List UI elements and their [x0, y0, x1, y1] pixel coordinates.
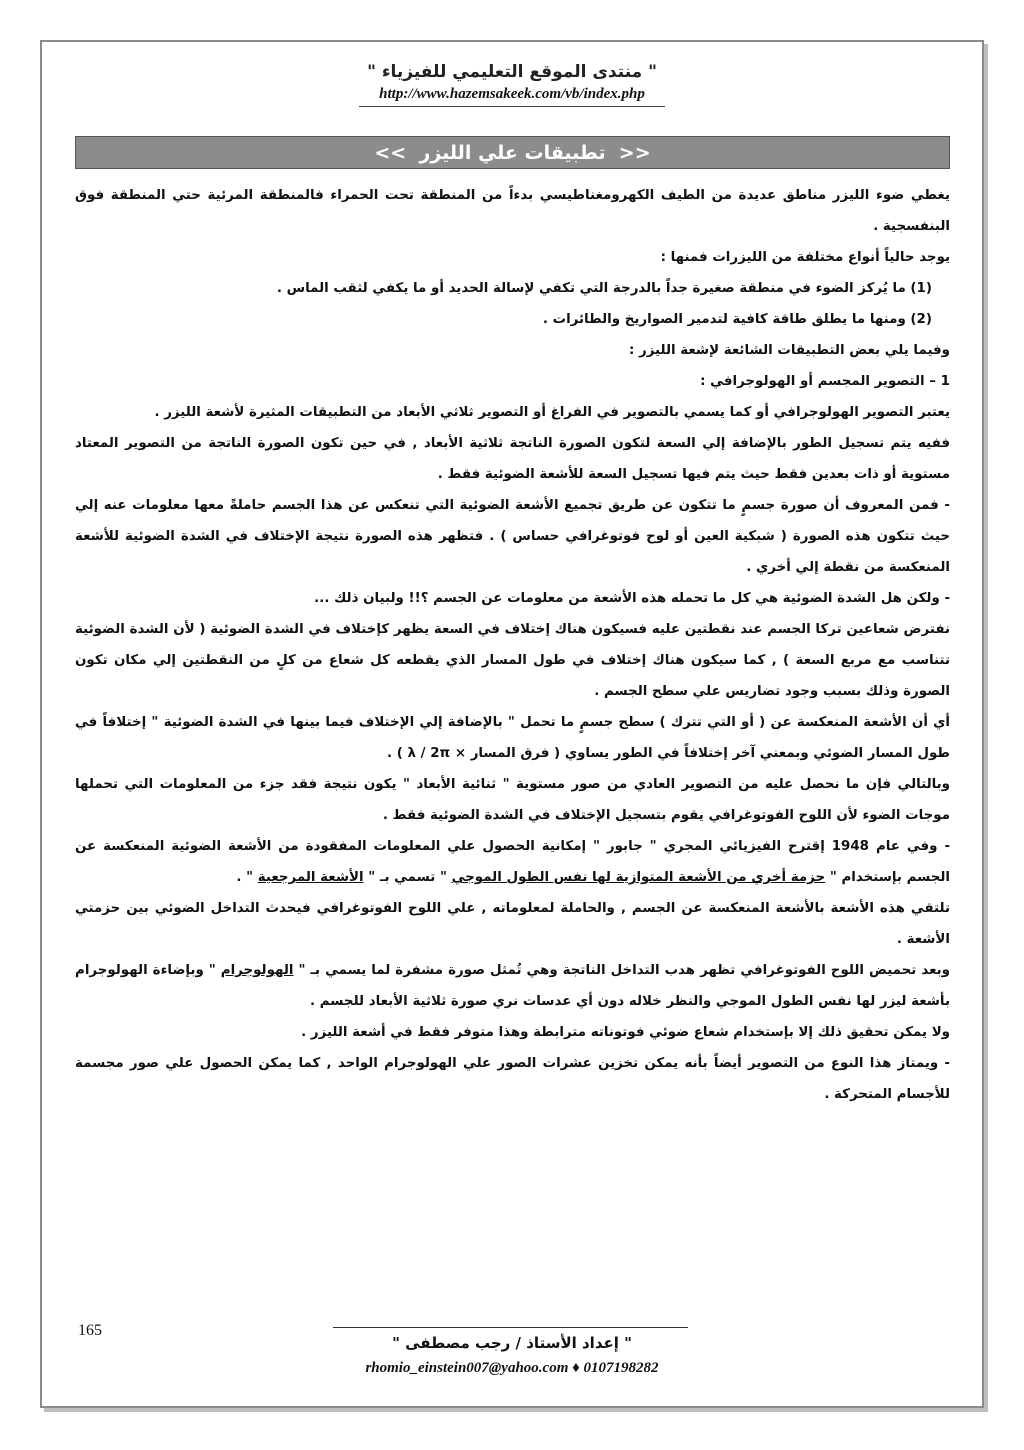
- paragraph: وبالتالي فإن ما نحصل عليه من التصوير العادي من صور مستوية " ثنائية الأبعاد " يكون نتيجة فقد جزء من المعلومات التي تحملها موجات الضوء لأن اللوح الفوتوغرافي يقوم بتسجيل الإختلاف في الشدة الضوئية فقط .: [75, 777, 950, 823]
- paragraph: - فمن المعروف أن صورة جسمٍ ما تتكون عن طريق تجميع الأشعة الضوئية التي تنعكس عن هذا الجسم حاملةً معها معلومات عنه إلي حيث تتكون هذه الصورة ( شبكية العين أو لوح فوتوغرافي حساس ) . فتظهر هذه الصورة نتيجة الإختلاف في الشدة الضوئية للأشعة المنعكسة من نقطة إلي أخري .: [75, 498, 950, 575]
- paragraph: يعتبر التصوير الهولوجرافي أو كما يسمي بالتصوير في الفراغ أو التصوير ثلاثي الأبعاد من التطبيقات المثيرة لأشعة الليزر .: [154, 405, 950, 420]
- page-header: [0, 62, 1024, 107]
- text-run: " تسمي بـ ": [363, 870, 452, 885]
- section-heading: 1 – التصوير المجسم أو الهولوجرافي :: [700, 374, 950, 389]
- text-run: وبعد تحميض اللوح الفوتوغرافي تظهر هدب التداخل الناتجة وهي تُمثل صورة مشفرة لما يسمي بـ ": [293, 963, 950, 978]
- article-body: [75, 180, 950, 1110]
- text-run: - وفي عام 1948 إقترح الفيزيائي المجري " جابور " إمكانية الحصول علي المعلومات المفقودة من الأشعة الضوئية المنعكسة عن الجسم بإستخدام ": [75, 839, 950, 885]
- paragraph: [75, 955, 950, 1017]
- paragraph: يغطي ضوء الليزر مناطق عديدة من الطيف الكهرومغناطيسي بدءاً من المنطقة تحت الحمراء فالمنطقة المرئية حتي المنطقة فوق البنفسجية .: [75, 188, 950, 234]
- list-item: (1) ما يُركز الضوء في منطقة صغيرة جداً بالدرجة التي تكفي لإسالة الحديد أو ما يكفي لثقب الماس .: [276, 281, 932, 296]
- contact-info: rhomio_einstein007@yahoo.com ♦ 0107198282: [365, 1360, 659, 1376]
- paragraph: وفيما يلي بعض التطبيقات الشائعة لإشعة الليزر :: [628, 343, 950, 358]
- site-url[interactable]: http://www.hazemsakeek.com/vb/index.php: [359, 86, 665, 107]
- paragraph: ففيه يتم تسجيل الطور بالإضافة إلي السعة لتكون الصورة الناتجة ثلاثية الأبعاد , في حين تكون الصورة الناتجة من التصوير المعتاد مستوية أو ذات بعدين فقط حيث يتم فيها تسجيل السعة للأشعة الضوئية فقط .: [75, 436, 950, 482]
- underlined-text: الهولوجرام: [220, 963, 294, 978]
- paragraph: ولا يمكن تحقيق ذلك إلا بإستخدام شعاع ضوئي فوتوناته مترابطة وهذا متوفر فقط في أشعة الليزر .: [301, 1025, 950, 1040]
- paragraph: يوجد حالياً أنواع مختلفة من الليزرات فمنها :: [660, 250, 950, 265]
- paragraph: تلتقي هذه الأشعة بالأشعة المنعكسة عن الجسم , والحاملة لمعلوماته , علي اللوح الفوتوغرافي فيحدث التداخل الضوئي بين حزمتي الأشعة .: [75, 901, 950, 947]
- page-number: 165: [78, 1322, 102, 1339]
- paragraph: [75, 831, 950, 893]
- underlined-text: الأشعة المرجعية: [257, 870, 364, 885]
- author-credit: " إعداد الأستاذ / رجب مصطفى ": [392, 1334, 632, 1352]
- paragraph: نفترض شعاعين تركا الجسم عند نقطتين عليه فسيكون هناك إختلاف في السعة يظهر كإختلاف في الشدة الضوئية ( لأن الشدة الضوئية تتناسب مع مربع السعة ) , كما سيكون هناك إختلاف في طول المسار الذي يقطعه كل شعاع من كلٍ من النقطتين إلي مكان تكون الصورة وذلك بسبب وجود تضاريس علي سطح الجسم .: [75, 622, 950, 699]
- footer-divider: [333, 1327, 688, 1328]
- site-title: " منتدى الموقع التعليمي للفيزياء ": [367, 62, 657, 82]
- paragraph: أي أن الأشعة المنعكسة عن ( أو التي تترك ) سطح جسمٍ ما تحمل " بالإضافة إلي الإختلاف فيما بينها في الشدة الضوئية " إختلافاً في طول المسار الضوئي وبمعني آخر إختلافاً في الطور يساوي ( فرق المسار × λ / 2π ) .: [75, 715, 950, 761]
- underlined-text: حزمة أخري من الأشعة المتوازية لها نفس الطول الموجي: [451, 870, 826, 885]
- text-run: " .: [236, 870, 258, 885]
- list-item: (2) ومنها ما يطلق طاقة كافية لتدمير الصواريخ والطائرات .: [542, 312, 932, 327]
- text-run: " وبإضاءة الهولوجرام بأشعة ليزر لها نفس الطول الموجي والنظر خلاله دون أي عدسات نري صورة ثلاثية الأبعاد للجسم .: [75, 963, 950, 1009]
- paragraph: - ويمتاز هذا النوع من التصوير أيضاً بأنه يمكن تخزين عشرات الصور علي الهولوجرام الواحد , كما يمكن الحصول علي صور مجسمة للأجسام المتحركة .: [75, 1056, 950, 1102]
- banner-title: << تطبيقات علي الليزر >>: [374, 141, 651, 164]
- paragraph: - ولكن هل الشدة الضوئية هي كل ما تحمله هذه الأشعة من معلومات عن الجسم ؟!! ولبيان ذلك ...: [314, 591, 950, 606]
- section-banner: [75, 136, 950, 169]
